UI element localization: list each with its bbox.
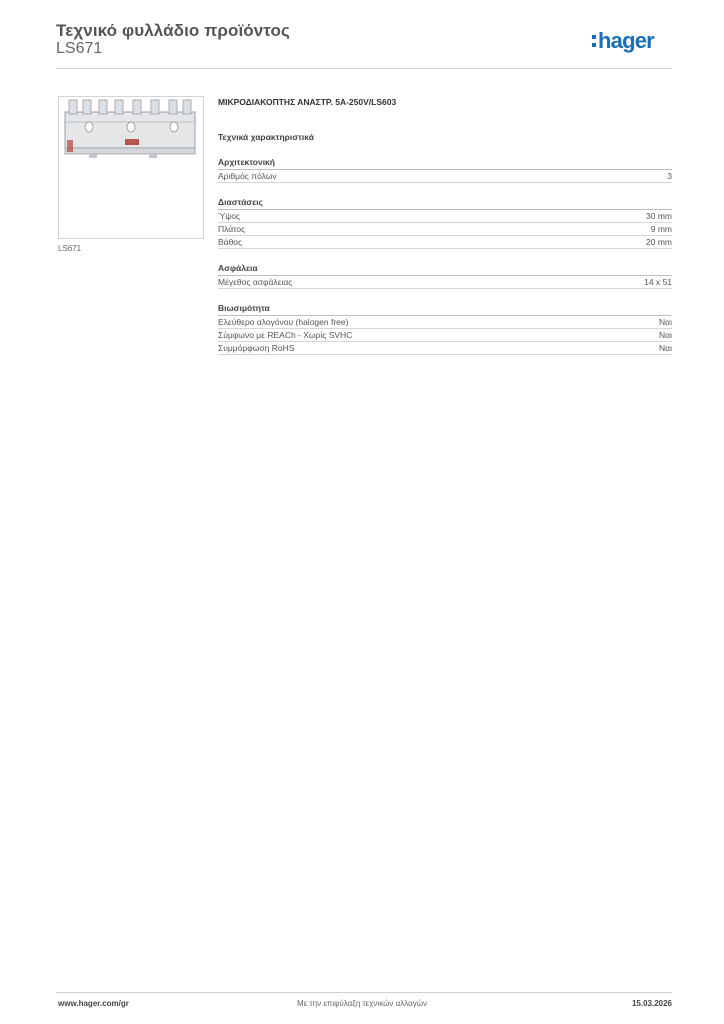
hager-logo (590, 26, 680, 56)
spec-row (218, 223, 672, 236)
spec-row (218, 342, 672, 355)
spec-value: Ναι (659, 343, 672, 353)
spec-label: Συμμόρφωση RoHS (218, 343, 295, 353)
spec-group-title: Διαστάσεις (218, 196, 672, 210)
spec-value: 9 mm (650, 224, 672, 234)
spec-group-title: Ασφάλεια (218, 262, 672, 276)
spec-row (218, 316, 672, 329)
spec-row (218, 329, 672, 342)
product-name: ΜΙΚΡΟΔΙΑΚΟΠΤΗΣ ΑΝΑΣΤΡ. 5A-250V/LS603 (218, 97, 397, 107)
spec-label: Μέγεθος ασφάλειας (218, 277, 293, 287)
spec-row (218, 170, 672, 183)
spec-label: Βάθος (218, 237, 243, 247)
section-title: Τεχνικά χαρακτηριστικά (218, 132, 314, 142)
spec-group-safety (218, 262, 672, 289)
spec-row (218, 210, 672, 223)
spec-value: Ναι (659, 317, 672, 327)
spec-label: Αριθμός πόλων (218, 171, 277, 181)
product-code: LS671 (56, 40, 103, 57)
footer-website-link[interactable]: www.hager.com/gr (58, 999, 129, 1008)
spec-value: 30 mm (646, 211, 672, 221)
spec-value: 3 (667, 171, 672, 181)
spec-row (218, 236, 672, 249)
footer-date: 15.03.2026 (631, 999, 672, 1008)
spec-group-title: Αρχιτεκτονική (218, 156, 672, 170)
header-divider (56, 68, 672, 69)
footer-disclaimer: Με την επιφύλαξη τεχνικών αλλαγών (297, 999, 427, 1008)
spec-label: Πλάτος (218, 224, 246, 234)
spec-row (218, 276, 672, 289)
spec-group-architecture (218, 156, 672, 183)
logo-text: hager (598, 28, 654, 53)
product-image (58, 96, 204, 239)
spec-value: 20 mm (646, 237, 672, 247)
specifications-panel (218, 95, 672, 355)
logo-dot-bottom (592, 43, 596, 47)
spec-value: 14 x 51 (644, 277, 672, 287)
spec-value: Ναι (659, 330, 672, 340)
spec-group-dimensions (218, 196, 672, 249)
spec-label: Ελεύθερο αλογόνου (halogen free) (218, 317, 349, 327)
spec-group-title: Βιωσιμότητα (218, 302, 672, 316)
logo-dot-top (592, 35, 596, 39)
footer-divider (56, 992, 672, 993)
spec-label: Σύμφωνο με REACh - Χωρίς SVHC (218, 330, 353, 340)
image-caption: LS671 (58, 244, 82, 253)
spec-group-sustainability (218, 302, 672, 355)
page-title: Τεχνικό φυλλάδιο προϊόντος (56, 21, 290, 40)
spec-label: Ύψος (218, 211, 241, 221)
product-illustration (59, 97, 203, 238)
